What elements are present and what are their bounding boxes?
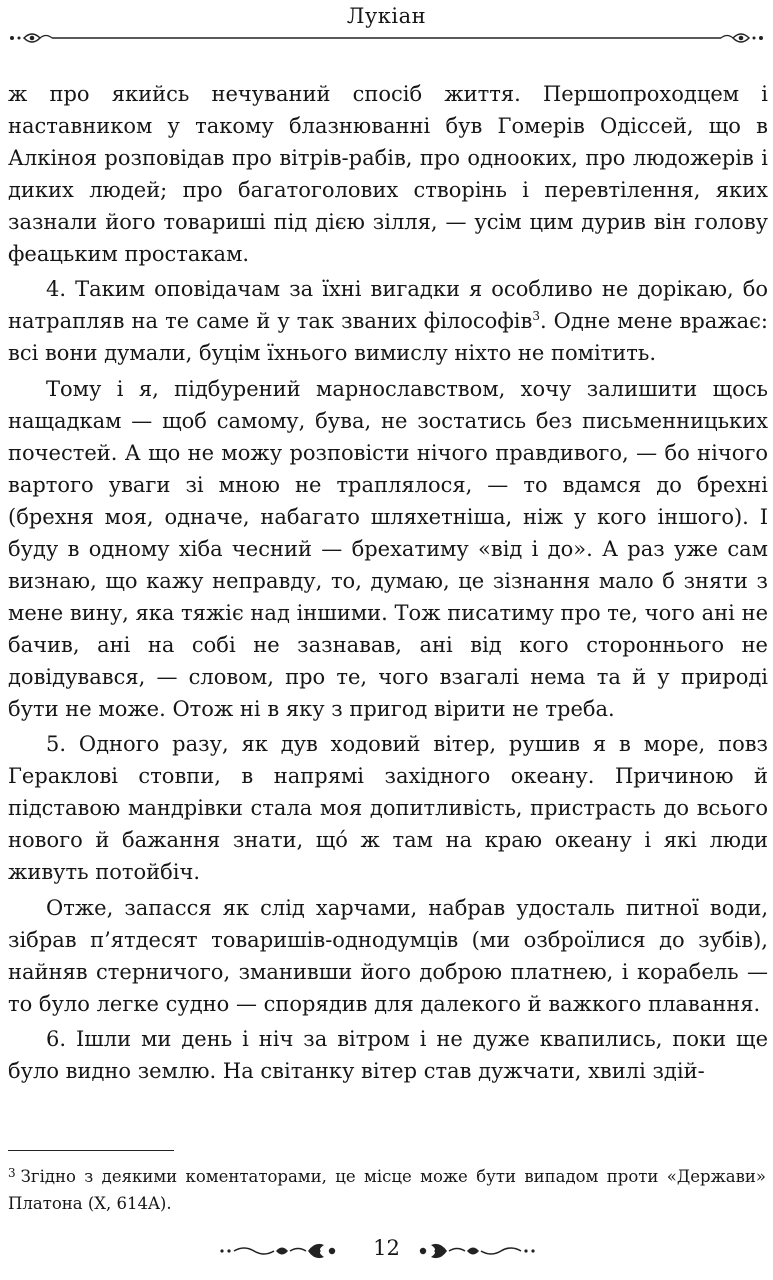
page-number: 12 [373, 1236, 400, 1260]
paragraph-section-5: 5. Одного разу, як дув ходовий вітер, рушив я в море, повз Гераклові стовпи, в напрямі західного океану. Причиною й підставою мандрівки стала моя допитливість, пристрасть до всього нового й бажання знати, щó ж там на краю океану і які люди живуть потойбіч. [8, 732, 768, 885]
paragraph-section-4: 4. Таким оповідачам за їхні вигадки я особливо не дорікаю, бо натрапляв на те саме й у так званих філософів$^3$. Одне мене вражає: всі вони думали, буцім їхнього вимислу ніхто не помітить. [8, 277, 769, 366]
footnote-text: Згідно з деякими коментаторами, це місце може бути випадом проти «Держави» Платона (X, 614A). [8, 1167, 766, 1213]
header-ornament-rule [8, 26, 765, 50]
page-footer [0, 1228, 773, 1280]
running-header [0, 0, 773, 50]
footnote-ref[interactable]: 3 [532, 309, 540, 324]
paragraph-5: Отже, запасся як слід харчами, набрав удосталь питної води, зібрав п’ятдесят товаришів-однодумців (ми озброїлися до зубів), найняв стерничого, зманивши його доброю платнею, і корабель — то було легке судно — спорядив для далекого й важкого плавання. [8, 895, 768, 1016]
footnote [8, 1160, 766, 1217]
footnote-mark: 3 [8, 1166, 16, 1180]
paragraph-section-6: 6. Ішли ми день і ніч за вітром і не дуже квапились, поки ще було видно землю. На світанку вітер став дужчати, хвилі здій- [8, 1026, 768, 1083]
paragraph-1: ж про якийсь нечуваний спосіб життя. Першопроходцем і наставником у такому блазнюванні був Гомерів Одіссей, що в Алкіноя розповідав про вітрів-рабів, про однооких, про людожерів і диких людей; про багатоголових створінь і перевтілення, яких зазнали його товариші під дією зілля, — усім цим дурив він голову феацьким простакам. [8, 82, 768, 266]
footnote-separator [8, 1150, 174, 1151]
paragraph-3: Тому і я, підбурений марнославством, хочу залишити щось нащадкам — щоб самому, бува, не зостатись без письменницьких почестей. А що не можу розповісти нічого правдивого, — бо нічого вартого уваги зі мною не траплялося, — то вдамся до брехні (брехня моя, одначе, набагато шляхетніша, ніж у кого іншого). І буду в одному хіба чесний — брехатиму «від і до». А раз уже сам визнаю, що кажу неправду, то, думаю, це зізнання мало б зняти з мене вину, яка тяжіє над іншими. Тож писатиму про те, чого ані не бачив, ані на собі не зазнавав, ані від кого стороннього не довідувався, — словом, про те, чого взагалі нема та й у природі бути не може. Отож ні в яку з пригод вірити не треба. [8, 376, 768, 721]
footer-ornament-right [412, 1240, 537, 1262]
main-text [8, 78, 768, 1090]
running-title: Лукіан [346, 4, 427, 28]
